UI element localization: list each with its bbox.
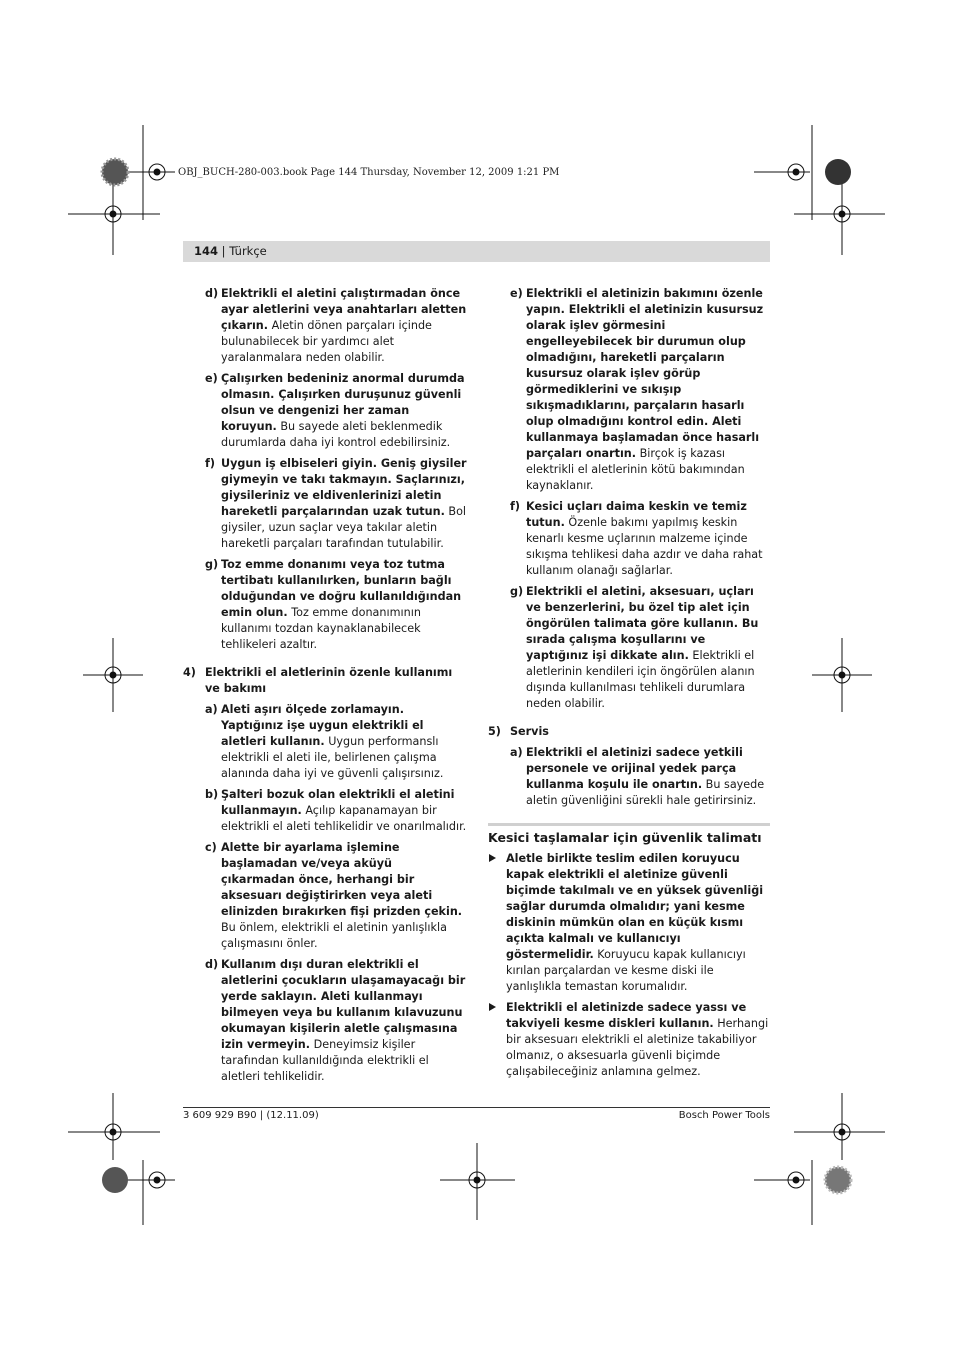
footer-brand: Bosch Power Tools — [678, 1110, 770, 1121]
footer-doc-number: 3 609 929 B90 | (12.11.09) — [183, 1110, 319, 1121]
print-slug: OBJ_BUCH-280-003.book Page 144 Thursday, November 12, 2009 1:21 PM — [178, 167, 560, 178]
bullet-item: Aletle birlikte teslim edilen koruyucu kapak elektrikli el aletinize güvenli biçimde takılmalı ve en yüksek güvenliği sağlar durumda olmalıdır; yani kesme diskinin mümkün olan en küçük kısmı açıkta kalmalı ve kullanıcıyı göstermelidir. Koruyucu kapak kullanıcıyı kırılan parçalardan ve kesme diski ile yanlışlıkla temastan korumalıdır. — [488, 851, 770, 995]
list-item: a) Elektrikli el aletinizi sadece yetkili personele ve orijinal yedek parça kullanma koşulu ile onartın. Bu sayede aletin güvenliğini sürekli hale getirirsiniz. — [510, 746, 765, 807]
subsection-title: Kesici taşlamalar için güvenlik talimatı — [488, 823, 770, 846]
list-item: a) Aleti aşırı ölçede zorlamayın. Yaptığınız işe uygun elektrikli el aletleri kullanın. Uygun performanslı elektrikli el aleti ile, belirlenen çalışma alanında daha iyi ve güvenli çalışırsınız. — [205, 703, 444, 780]
list-item: f) Kesici uçları daima keskin ve temiz tutun. Özenle bakımı yapılmış keskin kenarlı kesme uçlarının malzeme içinde sıkışma tehlikesi daha azdır ve daha rahat kullanım olanağı sağlarlar. — [510, 500, 763, 577]
list-item: d) Kullanım dışı duran elektrikli el aletlerini çocukların ulaşamayacağı bir yerde saklayın. Aleti kullanmayı bilmeyen veya bu kullanım kılavuzunu okumayan kişilerin aletle çalışmasına izin vermeyin. Deneyimsiz kişiler tarafından kullanıldığında elektrikli el aletleri tehlikelidir. — [205, 958, 466, 1083]
page-header — [183, 241, 770, 262]
section-heading: 4) Elektrikli el aletlerinin özenle kullanımı ve bakımı — [183, 666, 453, 695]
header-separator: | — [218, 244, 230, 258]
triangle-bullet-icon — [489, 854, 496, 862]
list-item: e) Elektrikli el aletinizin bakımını özenle yapın. Elektrikli el aletinizin kusursuz olarak işlev görmesini engelleyebilecek bir durumun olup olmadığını, hareketli parçaların kusursuz olarak işlev görüp görmediklerini ve sıkışıp sıkışmadıklarını, parçaların hasarlı olup olmadığını kontrol edin. Aleti kullanmaya başlamadan önce hasarlı parçaları onartın. Birçok iş kazası elektrikli el aletlerinin kötü bakımından kaynaklanır. — [510, 287, 764, 492]
list-item: c) Alette bir ayarlama işlemine başlamadan ve/veya aküyü çıkarmadan önce, herhangi bir aksesuarı değiştirirken veya aleti elinizden bırakırken fişi prizden çekin. Bu önlem, elektrikli el aletinin yanlışlıkla çalışmasını önler. — [205, 841, 463, 950]
list-item: d) Elektrikli el aletini çalıştırmadan önce ayar aletlerini veya anahtarları aletten çıkarın. Aletin dönen parçaları içinde bulunabilecek bir yardımcı alet yaralanmalara neden olabilir. — [205, 287, 467, 364]
left-column — [183, 286, 468, 1090]
list-item: b) Şalteri bozuk olan elektrikli el aletini kullanmayın. Açılıp kapanamayan bir elektrikli el aleti tehlikelidir ve onarılmalıdır. — [205, 788, 467, 833]
list-item: f) Uygun iş elbiseleri giyin. Geniş giysiler giymeyin ve takı takmayın. Saçlarınızı, giysileriniz ve eldivenlerinizi aletin hareketli parçalarından uzak tutun. Bol giysiler, uzun saçlar veya takılar aletin hareketli parçaları tarafından tutulabilir. — [205, 457, 467, 550]
list-item: g) Toz emme donanımı veya toz tutma tertibatı kullanılırken, bunların bağlı olduğundan ve doğru kullanıldığından emin olun. Toz emme donanımının kullanımı tozdan kaynaklanabilecek tehlikeleri azaltır. — [205, 558, 462, 651]
page-number: 144 — [194, 244, 219, 258]
list-item: e) Çalışırken bedeniniz anormal durumda olmasın. Çalışırken duruşunuz güvenli olsun ve dengenizi her zaman koruyun. Bu sayede aleti beklenmedik durumlarda daha iyi kontrol edebilirsiniz. — [205, 372, 465, 449]
footer-divider — [183, 1107, 770, 1108]
bullet-item: Elektrikli el aletinizde sadece yassı ve takviyeli kesme diskleri kullanın. Herhangi bir aksesuarı elektrikli el aletinize takabiliyor olmanız, o aksesuarla güvenli biçimde çalışabileceğiniz anlamına gelmez. — [488, 1000, 770, 1080]
list-item: g) Elektrikli el aletini, aksesuarı, uçları ve benzerlerini, bu özel tip alet için öngörülen talimata göre kullanın. Bu sırada çalışma koşullarını ve yaptığınız işi dikkate alın. Elektrikli el aletlerinin kendileri için öngörülen alanın dışında kullanılması tehlikeli durumlara neden olabilir. — [510, 585, 759, 710]
right-column — [488, 286, 770, 1085]
section-heading: 5) Servis — [488, 725, 549, 738]
header-language: Türkçe — [229, 244, 267, 258]
triangle-bullet-icon — [489, 1003, 496, 1011]
